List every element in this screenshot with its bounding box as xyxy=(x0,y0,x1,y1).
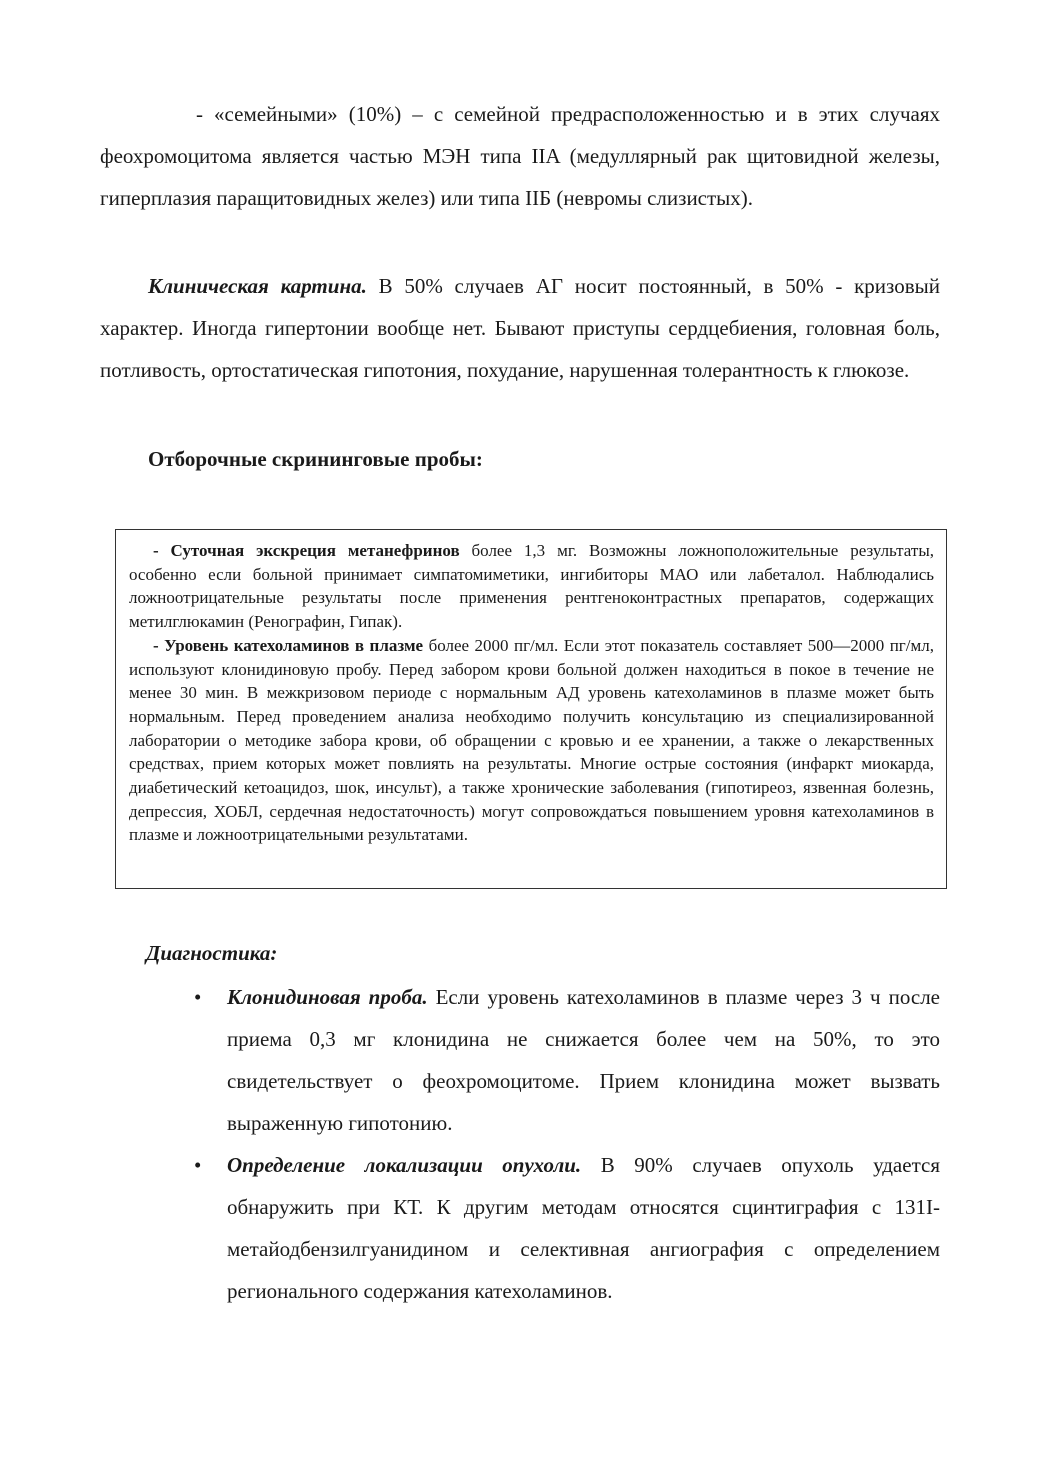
diagnostics-item-tumor-localization xyxy=(227,1144,940,1312)
clinical-picture-text: В 50% случаев АГ носит постоянный, в 50% - кризовый характер. Иногда гипертонии вообще нет. Бывают приступы сердцебиения, головная боль, потливость, ортостатическая гипотония, похудание, нарушенная толерантность к глюкозе. xyxy=(100,274,940,382)
box-item-catecholamines-title: - Уровень катехоламинов в плазме xyxy=(153,635,424,655)
box-item-catecholamines-text: более 2000 пг/мл. Если этот показатель составляет 500—2000 пг/мл, используют клонидиновую пробу. Перед забором крови больной должен находиться в покое в течение не менее 30 мин. В межкризовом периоде с нормальным АД уровень катехоламинов в плазме может быть нормальным. Перед проведением анализа необходимо получить консультацию из специализированной лаборатории о методике забора крови, об обращении с кровью и ее хранении, а также о лекарственных средствах, прием которых может повлиять на результаты. Многие острые состояния (инфаркт миокарда, диабетический кетоацидоз, шок, инсульт), а также хронические заболевания (гипотиреоз, язвенная болезнь, депрессия, ХОБЛ, сердечная недостаточность) могут сопровождаться повышением уровня катехоламинов в плазме и ложноотрицательными результатами. xyxy=(129,635,934,845)
bullet-icon: • xyxy=(194,985,202,1009)
diagnostics-item-clonidine-test xyxy=(227,976,940,1144)
bullet-icon: • xyxy=(194,1153,202,1177)
box-item-metanephrines xyxy=(129,539,934,634)
box-item-metanephrines-title: - Суточная экскреция метанефринов xyxy=(153,541,460,560)
box-item-catecholamines xyxy=(129,634,934,847)
diagnostics-item-title: Клонидиновая проба. xyxy=(227,985,428,1009)
screening-tests-box xyxy=(115,529,947,889)
diagnostics-item-title: Определение локализации опухоли. xyxy=(227,1153,582,1177)
diagnostics-item-text: В 90% случаев опухоль удается обнаружить при КТ. К другим методам относятся сцинтиграфия с 131I-метайодбензилгуанидином и селективная ангиография с определением регионального содержания катехоламинов. xyxy=(227,1153,940,1303)
paragraph-clinical-picture xyxy=(100,265,940,391)
diagnostics-heading: Диагностика: xyxy=(146,941,278,965)
screening-tests-heading: Отборочные скрининговые пробы: xyxy=(148,447,483,471)
clinical-picture-title: Клиническая картина. xyxy=(148,274,367,298)
paragraph-familial: - «семейными» (10%) – с семейной предрасположенностью и в этих случаях феохромоцитома является частью МЭН типа IIA (медуллярный рак щитовидной железы, гиперплазия паращитовидных желез) или типа IIБ (невромы слизистых). xyxy=(100,102,940,210)
box-item-metanephrines-text: более 1,3 мг. Возможны ложноположительные результаты, особенно если больной принимает симпатомиметики, ингибиторы МАО или лабеталол. Наблюдались ложноотрицательные результаты после применения рентгеноконтрастных препаратов, содержащих метилглюкамин (Ренографин, Гипак). xyxy=(129,541,934,632)
diagnostics-item-text: Если уровень катехоламинов в плазме через 3 ч после приема 0,3 мг клонидина не снижается более чем на 50%, то это свидетельствует о феохромоцитоме. Прием клонидина может вызвать выраженную гипотонию. xyxy=(227,985,940,1135)
